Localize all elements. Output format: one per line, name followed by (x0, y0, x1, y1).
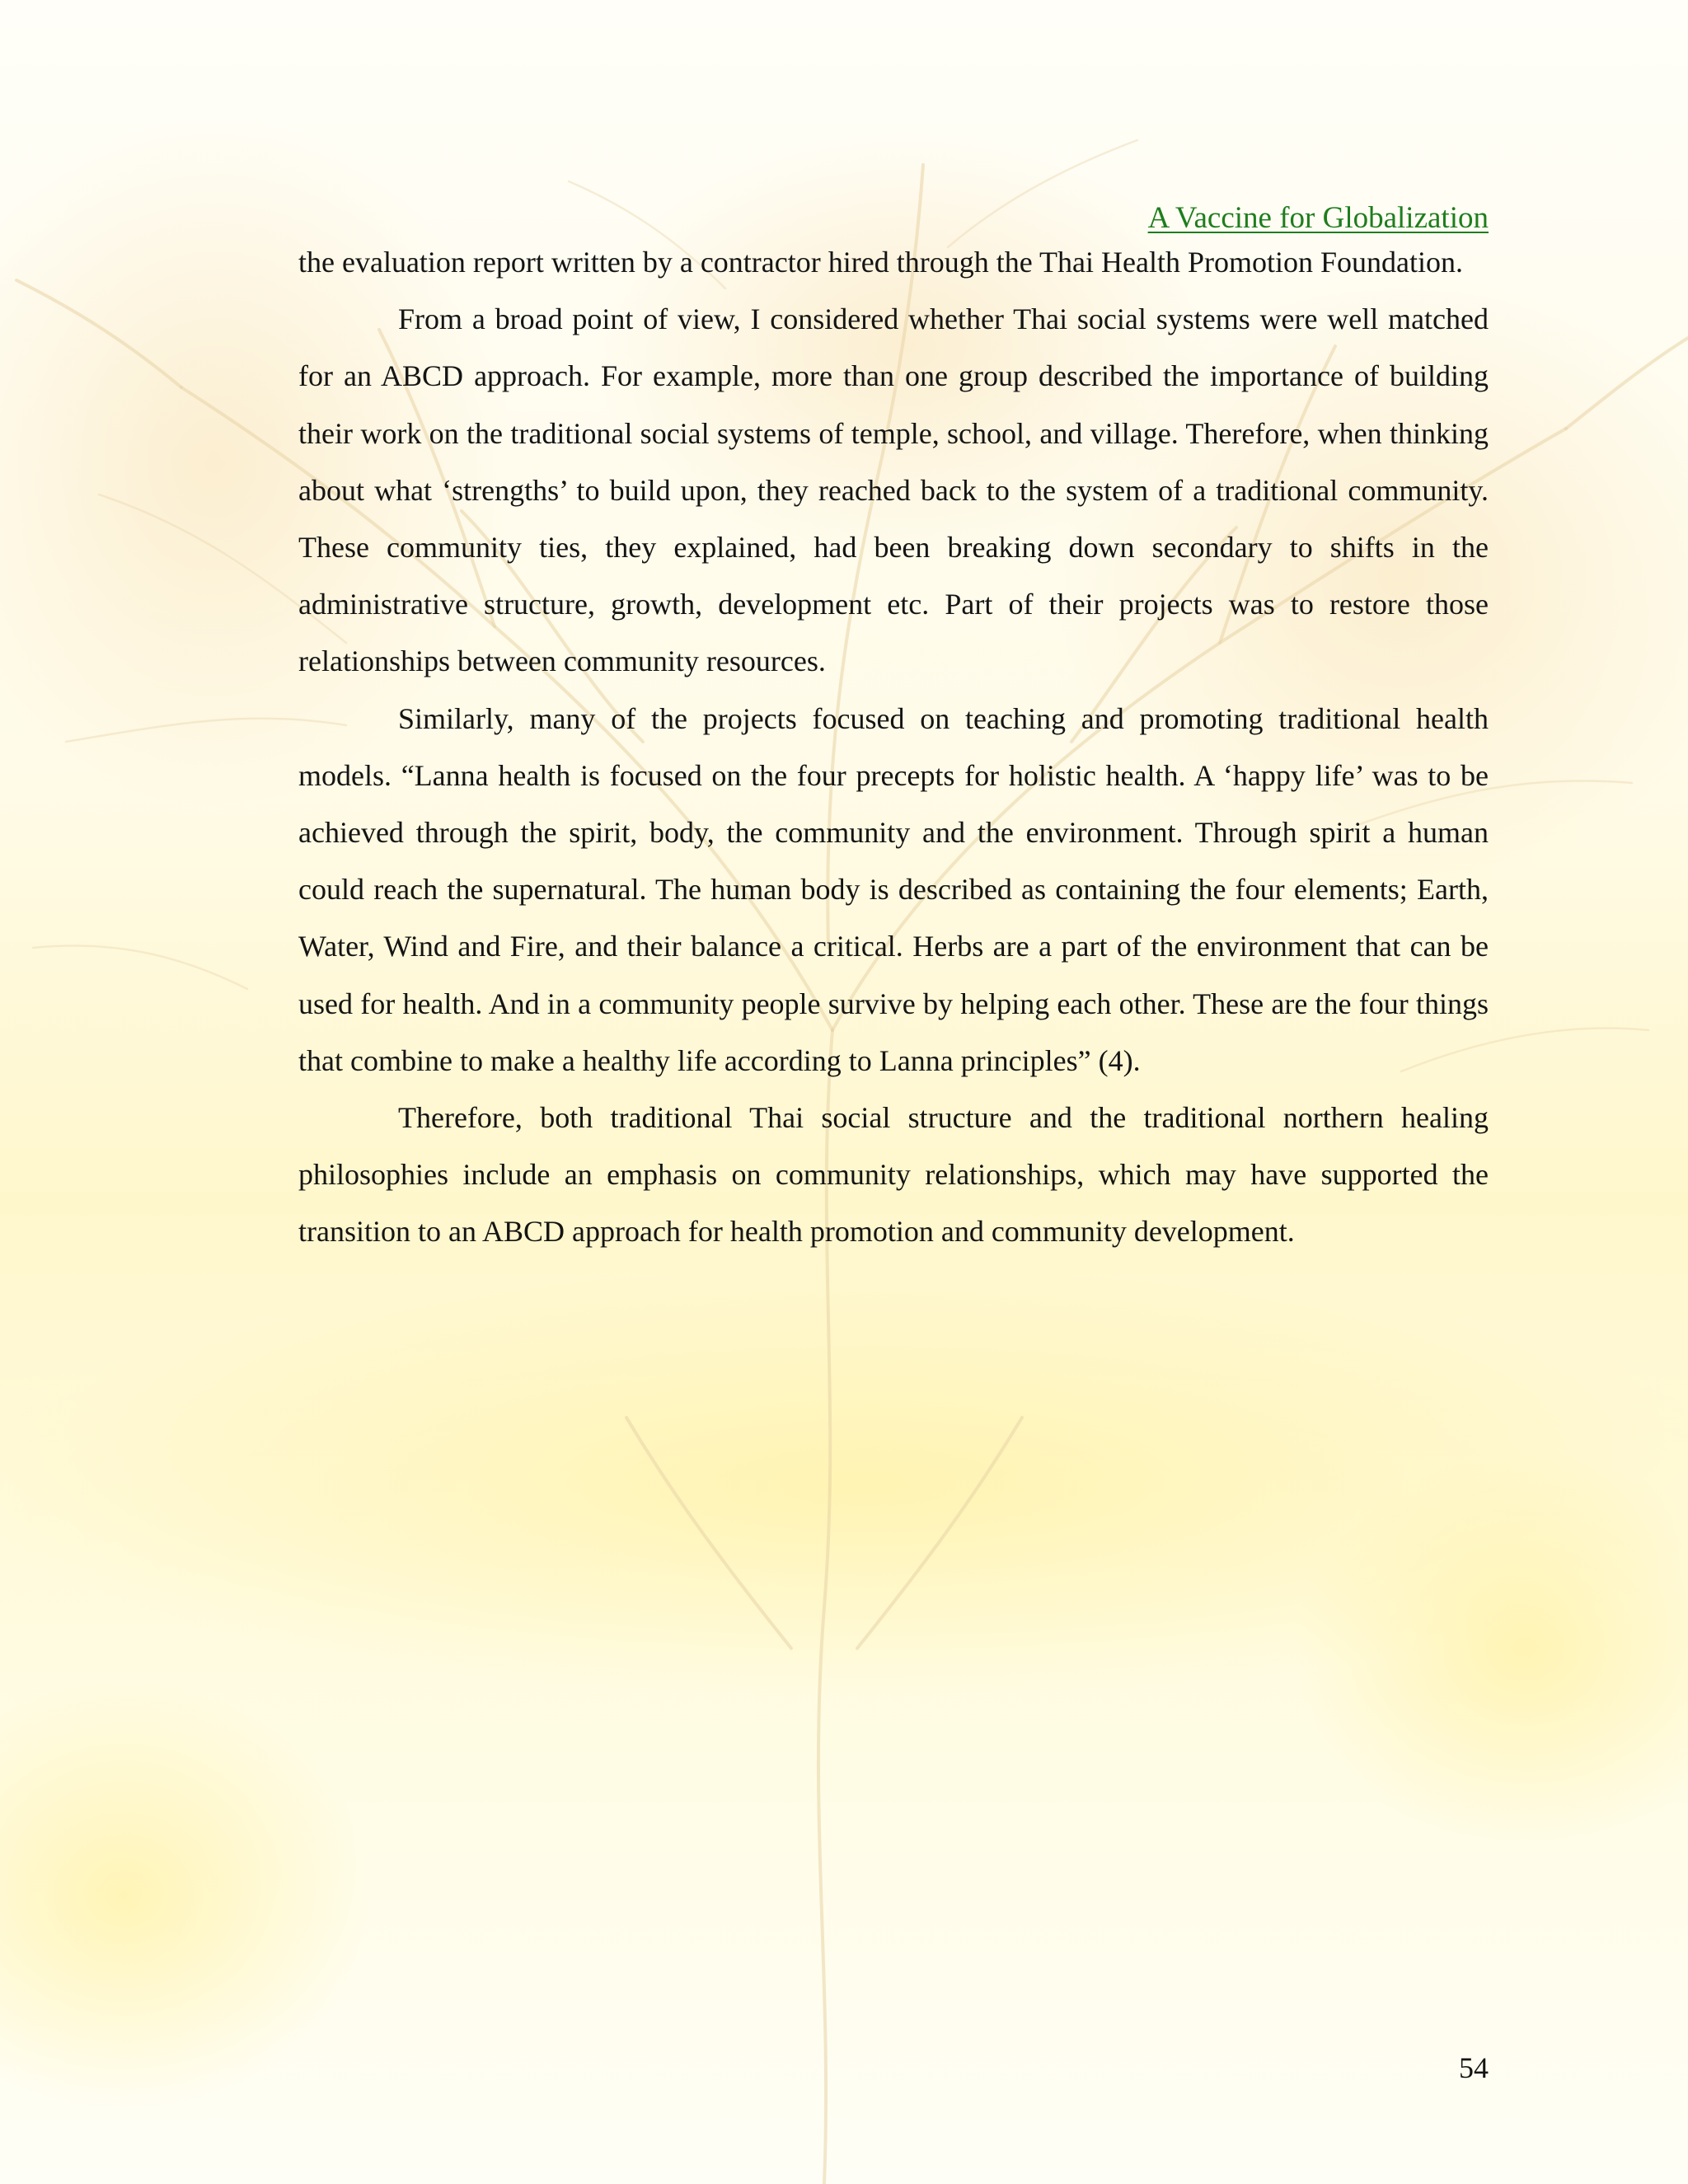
paragraph: From a broad point of view, I considered whether Thai social systems were well matched for an ABCD approach. For example, more than one group described the importance of building their work on the traditional social systems of temple, school, and village. Therefore, when thinking about what ‘strengths’ to build upon, they reached back to the system of a traditional community. These community ties, they explained, had been breaking down secondary to shifts in the administrative structure, growth, development etc. Part of their projects was to restore those relationships between community resources. (298, 302, 1489, 678)
paragraph: Similarly, many of the projects focused on teaching and promoting traditional health models. “Lanna health is focused on the four precepts for holistic health. A ‘happy life’ was to be achieved through the spirit, body, the community and the environment. Through spirit a human could reach the supernatural. The human body is described as containing the four elements; Earth, Water, Wind and Fire, and their balance a critical. Herbs are a part of the environment that can be used for health. And in a community people survive by helping each other. These are the four things that combine to make a healthy life according to Lanna principles” (4). (298, 701, 1489, 1077)
running-header-link[interactable]: A Vaccine for Globalization (1147, 201, 1489, 235)
body-text (298, 234, 1489, 1261)
paragraph-continued: the evaluation report written by a contractor hired through the Thai Health Promotion Foundation. (298, 246, 1463, 279)
page-number: 54 (1459, 2051, 1489, 2084)
paragraph: Therefore, both traditional Thai social structure and the traditional northern healing philosophies include an emphasis on community relationships, which may have supported the transition to an ABCD approach for health promotion and community development. (298, 1101, 1489, 1249)
